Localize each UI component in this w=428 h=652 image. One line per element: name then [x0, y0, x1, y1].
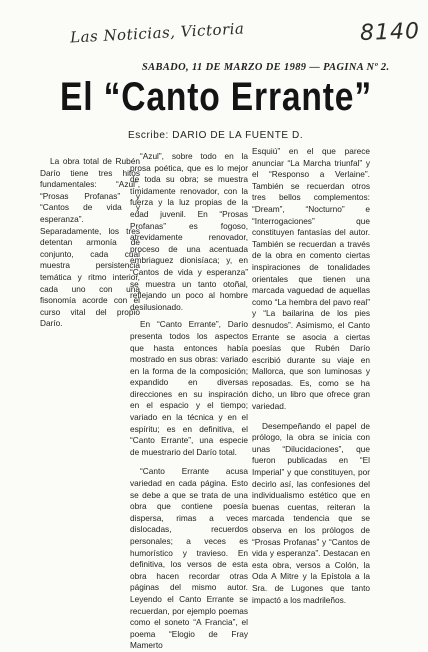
article-column-1 — [40, 156, 140, 330]
paragraph: Desempeñando el papel de prólogo, la obra se inicia con unas “Dilucidaciones”, que fueron publicadas en “El Imperial” y que constituyen, por decirlo así, las confesiones del individualismo estético que en buenas cuentas, reiteran la marcada tendencia que se observa en los prólogos de “Prosas Profanas” y “Cantos de vida y esperanza”. Destacan en esta obra, versos a Colón, la Oda A Mitre y la Epístola a la Sra. de Lugones que tanto impactó a los madrileños. — [252, 420, 370, 605]
article-column-2 — [130, 151, 248, 652]
byline: Escribe: DARIO DE LA FUENTE D. — [128, 130, 304, 141]
handwritten-source-note: Las Noticias, Victoria — [69, 19, 245, 47]
dateline: SABADO, 11 DE MARZO DE 1989 — PAGINA Nº 2. — [142, 62, 390, 73]
paragraph: En “Canto Errante”, Darío presenta todos los aspectos que hasta entonces había mostrado en sus obras: variado en la forma de la composición; expandido en diversas direcciones en su inspiración en el espacio y el tiempo; variado en la técnica y en el espíritu; es en definitiva, el “Canto Errante”, una especie de muestrario del Darío total. — [130, 319, 248, 457]
handwritten-archive-number: 8140 — [359, 18, 421, 47]
article-column-3 — [252, 146, 370, 606]
headline: El “Canto Errante” — [60, 75, 372, 119]
paragraph: Esquiú” en el que parece anunciar “La Marcha triunfal” y el “Responso a Verlaine”. También se recuerdan otros tres bellos complementos: “Dream”, “Nocturno” e “Interrogaciones” que constituyen fantasías del autor. También se recuerdan a través de la obra en comento ciertas inspiraciones de tonalidades orientales que tienen una marcada vaguedad de aquellas como “La hembra del pavo real” y “La bailarina de los pies desnudos”. Asimismo, el Canto Errante se asocia a ciertas poesías que Rubén Darío escribió durante su viaje en Mallorca, que son luminosas y reposadas. Es, como se ha dicho, un libro que ofrece gran variedad. — [252, 146, 370, 412]
paragraph: “Azul”, sobre todo en la prosa poética, que es lo mejor de toda su obra; se muestra tímidamente renovador, con la fuerza y la luz propias de la edad juvenil. En “Prosas Profanas” es fogoso, atrevidamente renovador, proceso de una acentuada embriaguez dionisíaca; y, en “Cantos de vida y esperanza” se muestra un tanto otoñal, reflejando un poco al hombre desilusionado. — [130, 151, 248, 312]
paragraph: La obra total de Rubén Darío tiene tres hitos fundamentales: “Azul”, “Prosas Profanas” y “Cantos de vida y esperanza”. Separadamente, los tres detentan armonía de conjunto, cada cual muestra persistencia temática y ritmo interior, cada uno con una fisonomía acorde con el curso vital del propio Darío. — [40, 156, 140, 329]
paragraph: “Canto Errante acusa variedad en cada página. Esto se debe a que se trata de una obra que contiene poesía dispersa, rimas a veces dislocadas, recuerdos personales; a veces es humorístico y travieso. En definitiva, los versos de esta obra hacen recordar otras páginas del mismo autor. Leyendo el Canto Errante se recuerdan, por ejemplo poemas como el soneto “A Francia”, el poema “Elogio de Fray Mamerto — [130, 466, 248, 651]
